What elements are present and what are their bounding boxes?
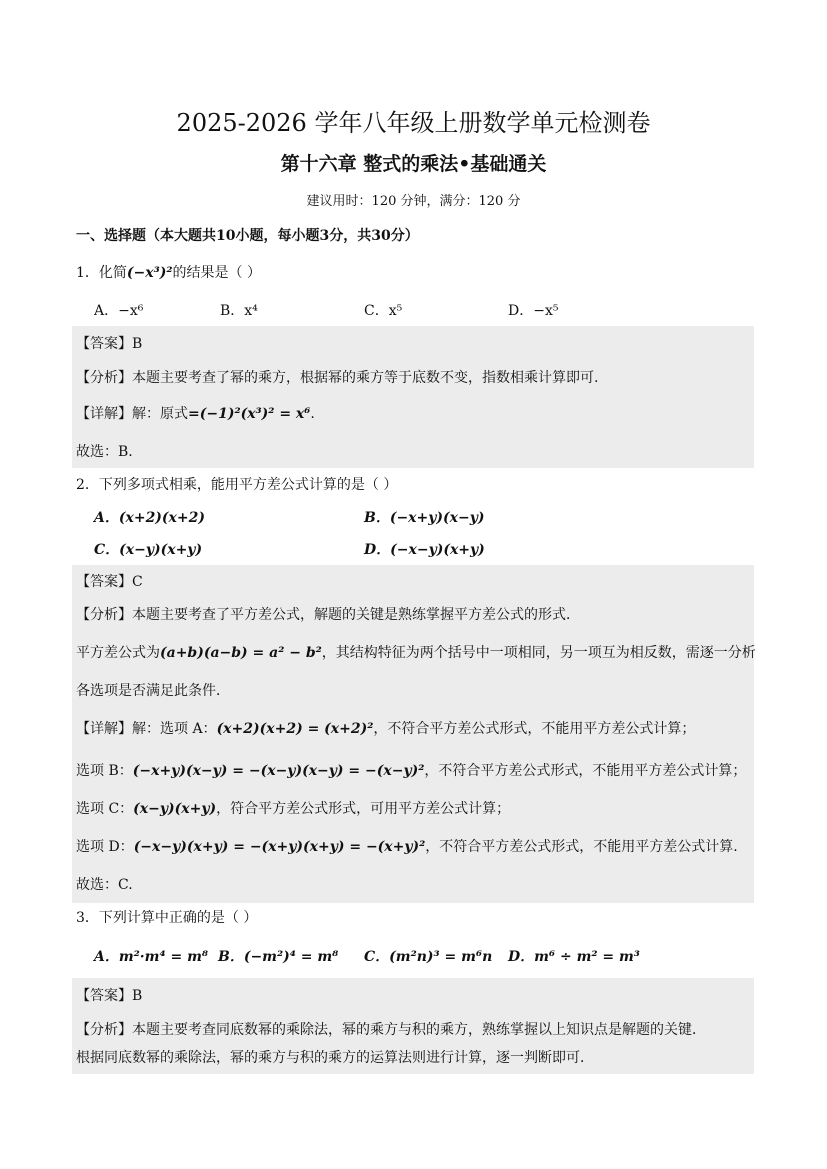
q3-analysis: 【分析】本题主要考查同底数幂的乘除法，幂的乘方与积的乘方，熟练掌握以上知识点是解题的关键． xyxy=(76,1022,706,1038)
q3-option-b: B．(−m²)⁴ = m⁸ xyxy=(218,949,339,965)
q2-detail-a: 【详解】解：选项 A：(x+2)(x+2) = (x+2)²，不符合平方差公式形式，不能用平方差公式计算； xyxy=(76,721,696,737)
q1-choice: 故选：B. xyxy=(76,444,133,460)
q2-formula: 平方差公式为(a+b)(a−b) = a² − b²，其结构特征为两个括号中一项相同，另一项互为相反数，需逐一分析 xyxy=(76,645,756,661)
q1-answer: 【答案】B xyxy=(76,336,143,352)
question-2-stem: 2．下列多项式相乘，能用平方差公式计算的是（ ） xyxy=(76,477,398,493)
q1-option-b: B．x⁴ xyxy=(220,303,258,319)
question-1-stem: 1．化简(−x³)²的结果是（ ） xyxy=(76,265,261,281)
q1-expression: (−x³)² xyxy=(126,265,173,281)
q3-option-c: C．(m²n)³ = m⁶n xyxy=(364,949,493,965)
q2-detail-b: 选项 B：(−x+y)(x−y) = −(x−y)(x−y) = −(x−y)²，不符合平方差公式形式，不能用平方差公式计算； xyxy=(76,763,747,779)
question-3-stem: 3．下列计算中正确的是（ ） xyxy=(76,910,258,926)
q1-analysis: 【分析】本题主要考查了幂的乘方，根据幂的乘方等于底数不变，指数相乘计算即可. xyxy=(76,370,599,386)
q2-option-b: B．(−x+y)(x−y) xyxy=(364,510,485,526)
q2-option-d: D．(−x−y)(x+y) xyxy=(364,542,485,558)
q1-option-a: A．−x⁶ xyxy=(94,303,144,319)
time-note: 建议用时：120 分钟，满分：120 分 xyxy=(306,194,521,209)
q2-detail-c: 选项 C：(x−y)(x+y)，符合平方差公式形式，可用平方差公式计算； xyxy=(76,801,511,817)
q3-method: 根据同底数幂的乘除法，幂的乘方与积的乘方的运算法则进行计算，逐一判断即可． xyxy=(76,1050,594,1066)
q3-option-a: A．m²·m⁴ = m⁸ xyxy=(94,949,209,965)
q2-option-c: C．(x−y)(x+y) xyxy=(94,542,203,558)
q1-solution-box xyxy=(72,326,754,468)
q3-option-d: D．m⁶ ÷ m² = m³ xyxy=(508,949,640,965)
q1-option-c: C．x⁵ xyxy=(364,303,403,319)
exam-title: 2025-2026 学年八年级上册数学单元检测卷 xyxy=(176,109,651,137)
q2-detail-d: 选项 D：(−x−y)(x+y) = −(x+y)(x+y) = −(x+y)²，不符合平方差公式形式，不能用平方差公式计算. xyxy=(76,839,738,855)
q2-choice: 故选：C. xyxy=(76,877,133,893)
q2-answer: 【答案】C xyxy=(76,574,143,590)
chapter-subtitle: 第十六章 整式的乘法•基础通关 xyxy=(280,153,547,175)
q1-option-d: D．−x⁵ xyxy=(508,303,559,319)
section-heading: 一、选择题（本大题共10小题，每小题3分，共30分） xyxy=(76,228,419,244)
q2-analysis: 【分析】本题主要考查了平方差公式，解题的关键是熟练掌握平方差公式的形式． xyxy=(76,607,580,623)
q2-formula-math: (a+b)(a−b) = a² − b² xyxy=(160,645,322,661)
q1-detail-math: =(−1)²(x³)² = x⁶ xyxy=(188,406,311,422)
q2-option-a: A．(x+2)(x+2) xyxy=(94,510,205,526)
q2-formula-cont: 各选项是否满足此条件． xyxy=(76,683,230,699)
q1-detail: 【详解】解：原式=(−1)²(x³)² = x⁶. xyxy=(76,406,315,422)
q3-answer: 【答案】B xyxy=(76,988,143,1004)
